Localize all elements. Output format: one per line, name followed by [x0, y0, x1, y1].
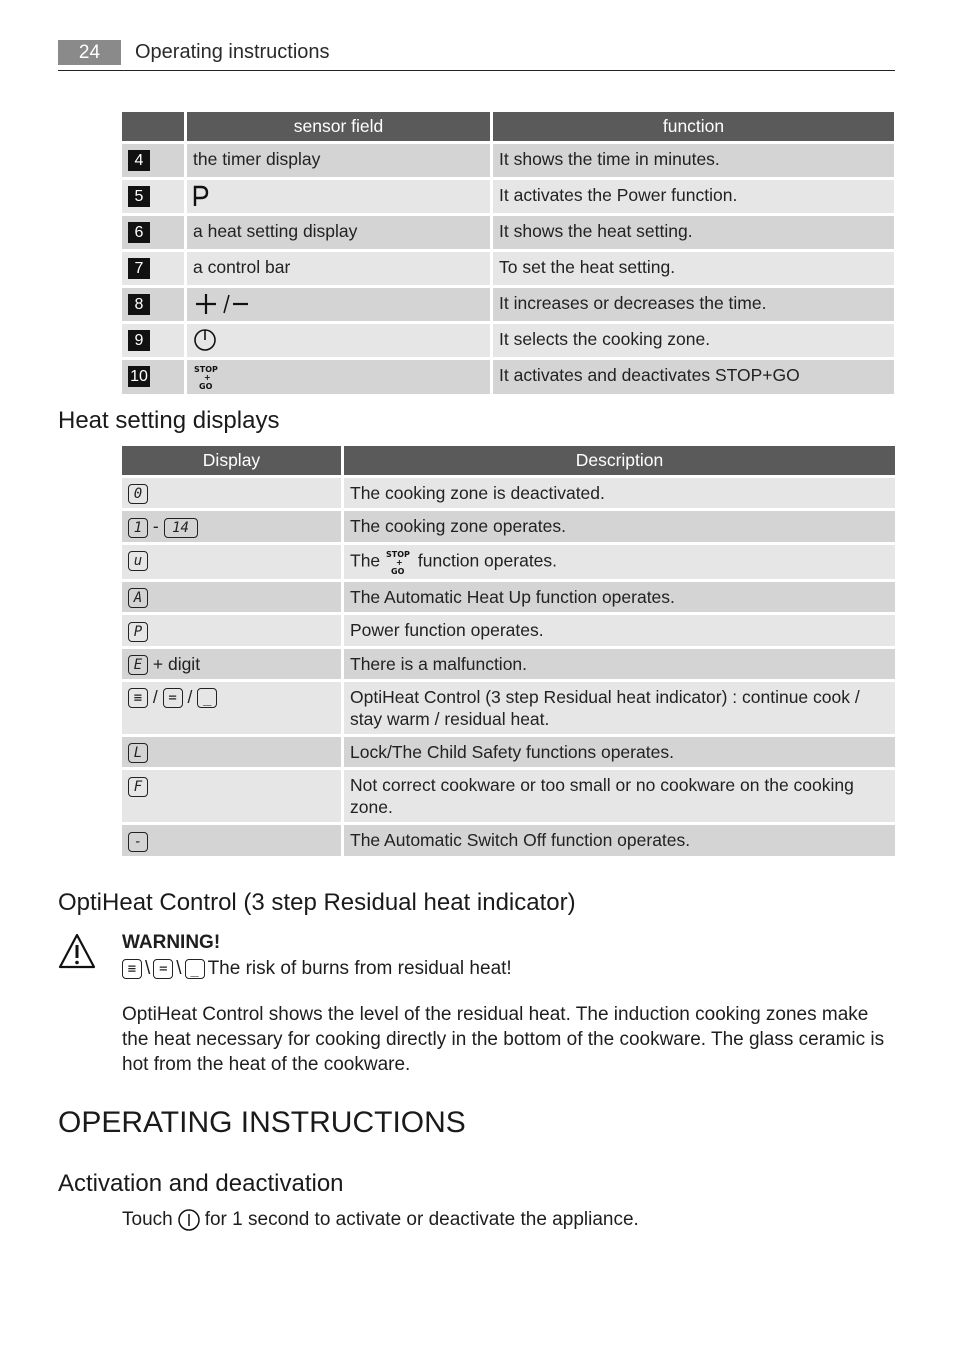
- function-cell: It activates and deactivates STOP+GO: [493, 360, 894, 394]
- description-cell: The cooking zone operates.: [344, 511, 895, 541]
- warning-title: WARNING!: [122, 932, 221, 953]
- table-row: [122, 144, 894, 177]
- table-row: [122, 649, 895, 679]
- sensor-field-cell: a control bar: [187, 252, 490, 285]
- heat-setting-heading: Heat setting displays: [58, 407, 280, 434]
- svg-text:GO: GO: [391, 566, 405, 575]
- table-row: 1 - 14 The cooking zone operates.: [122, 511, 895, 541]
- header-title: Operating instructions: [135, 41, 330, 63]
- function-cell: It increases or decreases the time.: [493, 288, 894, 321]
- row-number: 6: [128, 222, 150, 243]
- header-rule: [58, 70, 895, 71]
- sensor-field-cell: a heat setting display: [187, 216, 490, 249]
- warning-text: The risk of burns from residual heat!: [207, 958, 512, 979]
- description-cell: Not correct cookware or too small or no cookware on the cooking zone.: [344, 770, 895, 822]
- table-row: [122, 615, 895, 645]
- display-symbol: -: [128, 832, 148, 852]
- display-symbol: 14: [164, 518, 198, 538]
- display-symbol: =: [153, 959, 173, 979]
- table-row: [122, 288, 894, 321]
- display-symbol: u: [128, 551, 148, 571]
- table-row: [122, 360, 894, 394]
- table-row: [122, 252, 894, 285]
- table-row: [122, 216, 894, 249]
- display-symbol: 0: [128, 484, 148, 504]
- description-cell: The Automatic Heat Up function operates.: [344, 582, 895, 612]
- description-cell: The cooking zone is deactivated.: [344, 478, 895, 508]
- power-p-icon: [193, 185, 209, 207]
- display-symbol: E: [128, 655, 148, 675]
- table-row: [122, 770, 895, 822]
- table-row: [122, 324, 894, 357]
- row-number: 7: [128, 258, 150, 279]
- description-post: function operates.: [417, 550, 558, 571]
- description-cell: Lock/The Child Safety functions operates.: [344, 737, 895, 767]
- display-symbol: F: [128, 777, 148, 797]
- display-symbol: ≡: [128, 688, 148, 708]
- activation-heading: Activation and deactivation: [58, 1170, 344, 1197]
- table-row: [122, 737, 895, 767]
- heat-setting-table: [119, 443, 898, 859]
- zone-select-icon: [193, 328, 217, 352]
- display-symbol: ≡: [122, 959, 142, 979]
- operating-instructions-heading: OPERATING INSTRUCTIONS: [58, 1106, 466, 1139]
- table-row: [122, 478, 895, 508]
- on-off-icon: [177, 1208, 201, 1232]
- description-header: Description: [344, 446, 895, 475]
- display-symbol: 1: [128, 518, 148, 538]
- svg-text:+: +: [396, 557, 403, 567]
- description-cell: [344, 545, 895, 579]
- display-symbol: _: [197, 688, 217, 708]
- description-pre: The: [350, 550, 381, 571]
- table-row: [122, 180, 894, 213]
- row-number: 9: [128, 330, 150, 351]
- optiheat-heading: OptiHeat Control (3 step Residual heat indicator): [58, 889, 576, 916]
- sensor-field-cell: the timer display: [187, 144, 490, 177]
- function-cell: It shows the time in minutes.: [493, 144, 894, 177]
- row-number: 4: [128, 150, 150, 171]
- svg-text:STOP: STOP: [386, 549, 410, 559]
- svg-text:STOP: STOP: [194, 365, 218, 374]
- table-row: [122, 825, 895, 855]
- row-number: 8: [128, 294, 150, 315]
- page-number: 24: [58, 40, 121, 65]
- description-cell: The Automatic Switch Off function operates.: [344, 825, 895, 855]
- warning-line: ≡ \ = \ _ The risk of burns from residual heat!: [122, 958, 512, 980]
- display-symbol: A: [128, 588, 148, 608]
- sensor-table-header-field: sensor field: [187, 112, 490, 141]
- description-cell: OptiHeat Control (3 step Residual heat indicator) : continue cook / stay warm / residual heat.: [344, 682, 895, 734]
- activation-post: for 1 second to activate or deactivate the appliance.: [204, 1209, 639, 1230]
- stop-go-icon: [193, 364, 221, 390]
- row-number: 5: [128, 186, 150, 207]
- display-symbol: L: [128, 743, 148, 763]
- function-cell: It activates the Power function.: [493, 180, 894, 213]
- optiheat-paragraph: OptiHeat Control shows the level of the residual heat. The induction cooking zones make the heat necessary for cooking directly in the bottom of the cookware. The glass ceramic is hot from the heat of the cookware.: [122, 1004, 885, 1075]
- plus-minus-icon: [193, 293, 249, 315]
- sensor-table-header-function: function: [493, 112, 894, 141]
- display-suffix: + digit: [152, 653, 201, 674]
- function-cell: It shows the heat setting.: [493, 216, 894, 249]
- table-row: [122, 582, 895, 612]
- svg-text:+: +: [204, 373, 211, 382]
- display-symbol: P: [128, 622, 148, 642]
- function-cell: It selects the cooking zone.: [493, 324, 894, 357]
- stop-go-icon: [385, 549, 413, 575]
- description-cell: Power function operates.: [344, 615, 895, 645]
- sensor-field-table: [119, 109, 897, 397]
- description-cell: There is a malfunction.: [344, 649, 895, 679]
- function-cell: To set the heat setting.: [493, 252, 894, 285]
- warning-triangle-icon: [58, 933, 96, 969]
- sensor-table-header-num: [122, 112, 184, 141]
- display-symbol: =: [163, 688, 183, 708]
- display-header: Display: [122, 446, 341, 475]
- table-row: [122, 545, 895, 579]
- svg-text:GO: GO: [199, 382, 213, 390]
- display-symbol: _: [185, 959, 205, 979]
- table-row: ≡ / = / _ OptiHeat Control (3 step Residual heat indicator) : continue cook / stay warm / residual heat.: [122, 682, 895, 734]
- activation-paragraph: [122, 1208, 639, 1232]
- activation-pre: Touch: [122, 1209, 173, 1230]
- row-number: 10: [128, 366, 150, 387]
